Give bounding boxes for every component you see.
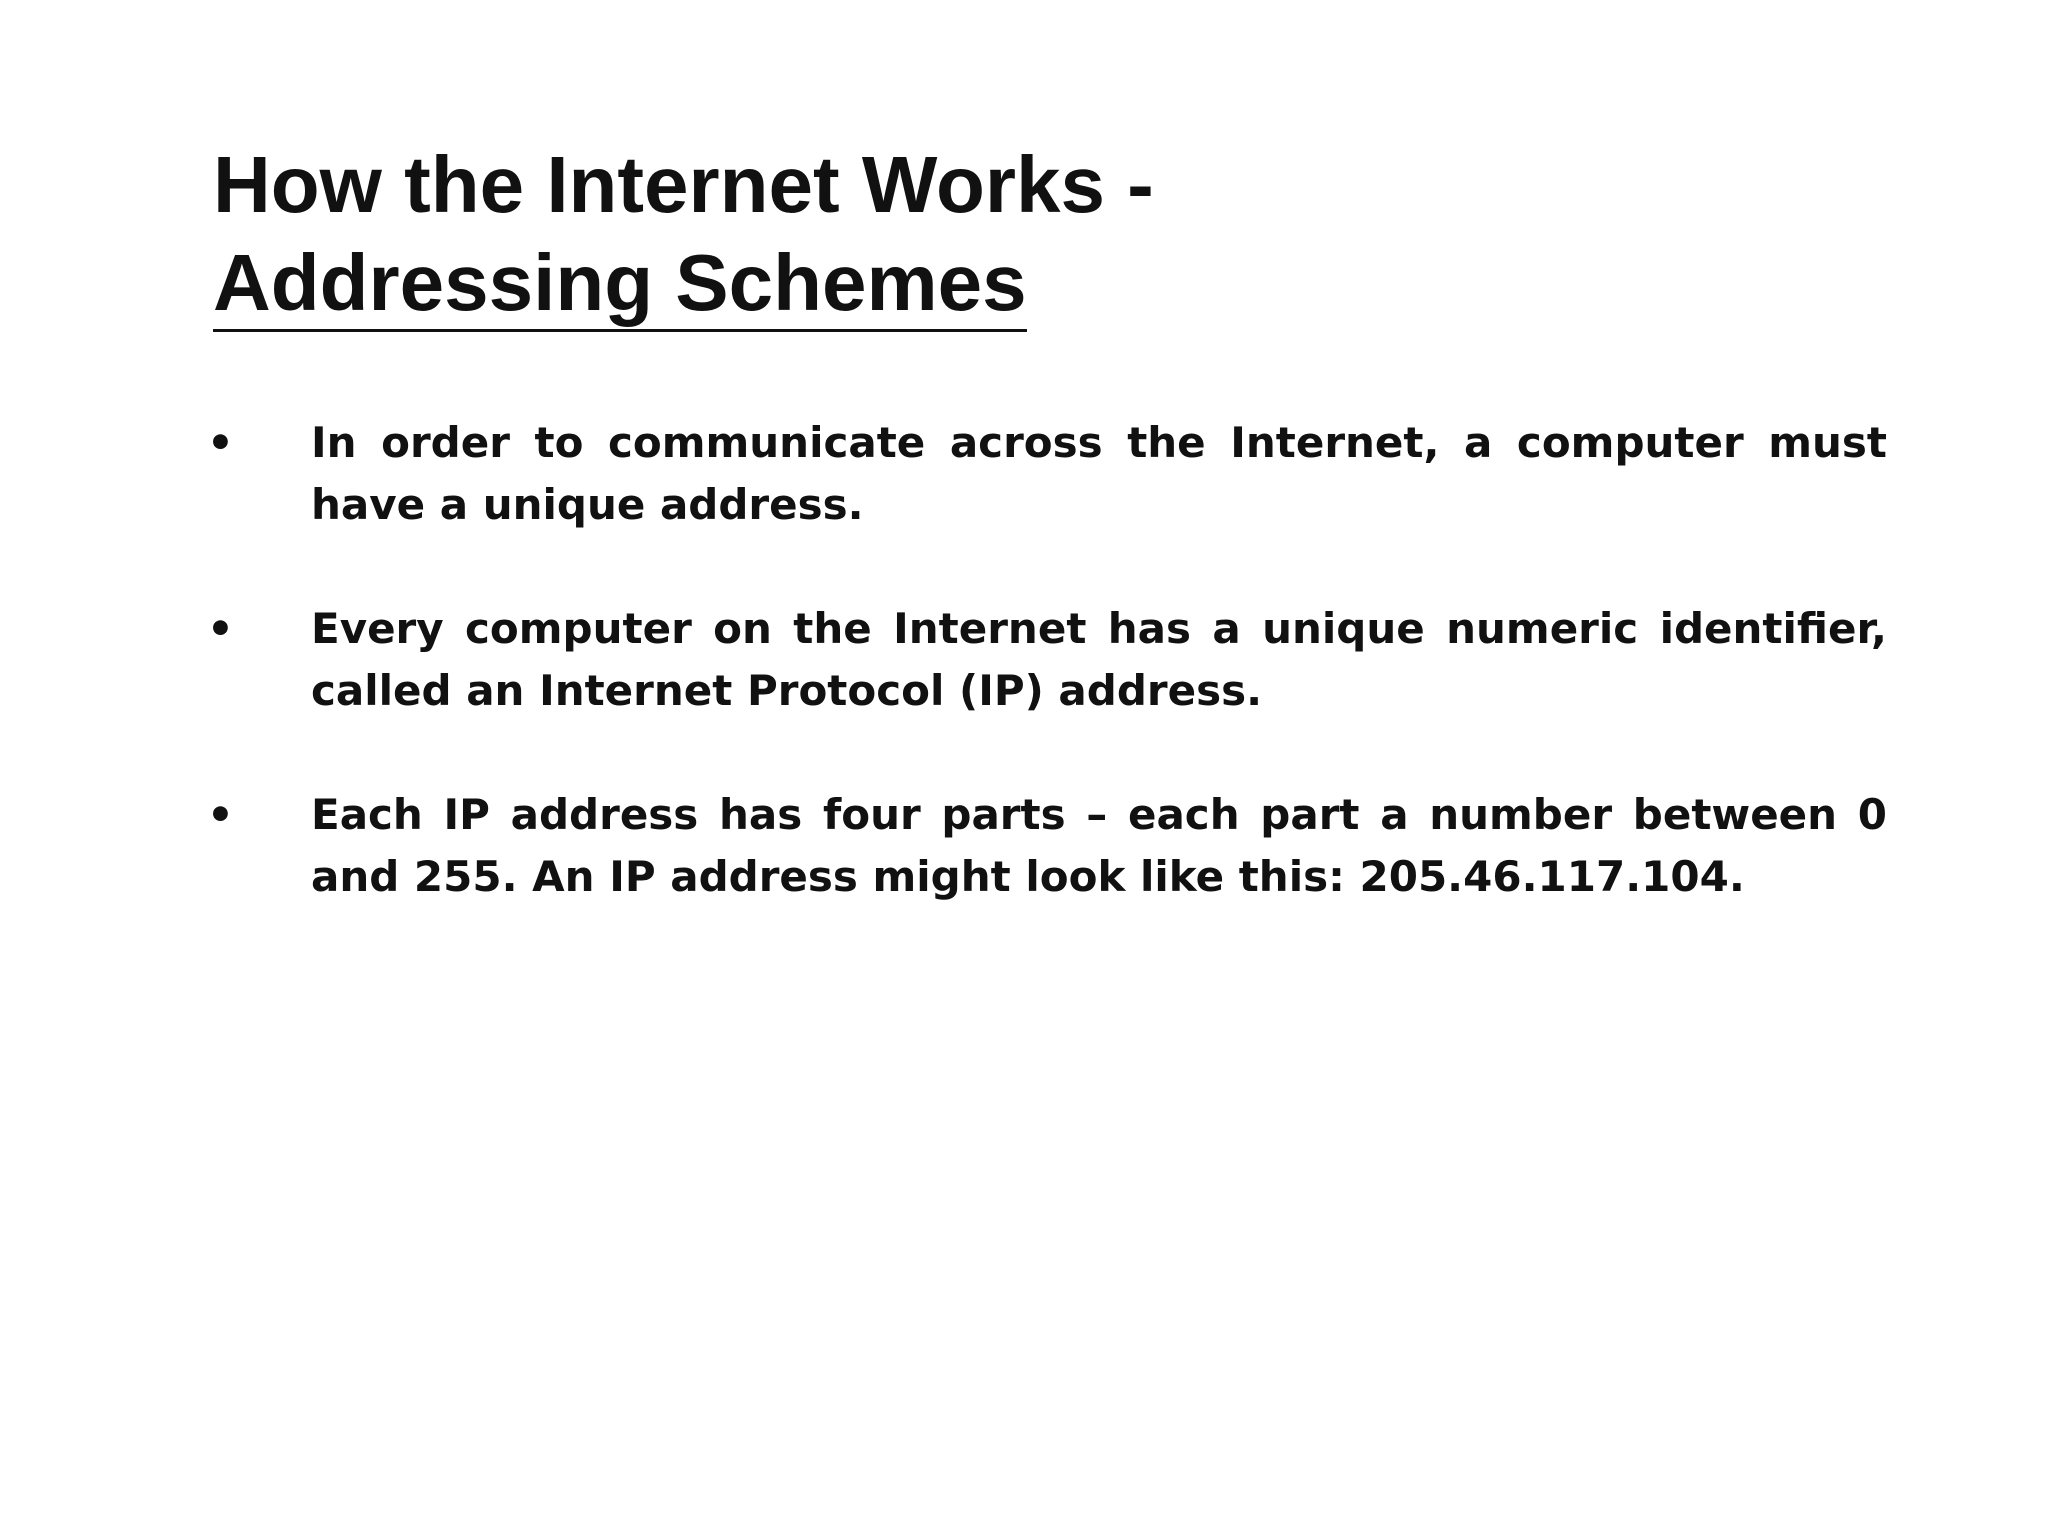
- bullet-item: [207, 784, 1887, 908]
- bullet-icon: •: [207, 790, 234, 839]
- bullet-icon: •: [207, 604, 234, 653]
- bullet-list: [207, 412, 1887, 970]
- title-line-1: How the Internet Works -: [213, 140, 1154, 229]
- bullet-text: Each IP address has four parts – each part a number between 0 and 255. An IP address might look like this: 205.46.117.104.: [311, 790, 1887, 901]
- title-line-2: Addressing Schemes: [213, 237, 1027, 332]
- bullet-text: Every computer on the Internet has a unique numeric identifier, called an Internet Protocol (IP) address.: [311, 604, 1887, 715]
- slide-title: [213, 136, 1154, 332]
- bullet-item: [207, 598, 1887, 722]
- bullet-text: In order to communicate across the Internet, a computer must have a unique address.: [311, 418, 1887, 529]
- bullet-icon: •: [207, 418, 234, 467]
- bullet-item: [207, 412, 1887, 536]
